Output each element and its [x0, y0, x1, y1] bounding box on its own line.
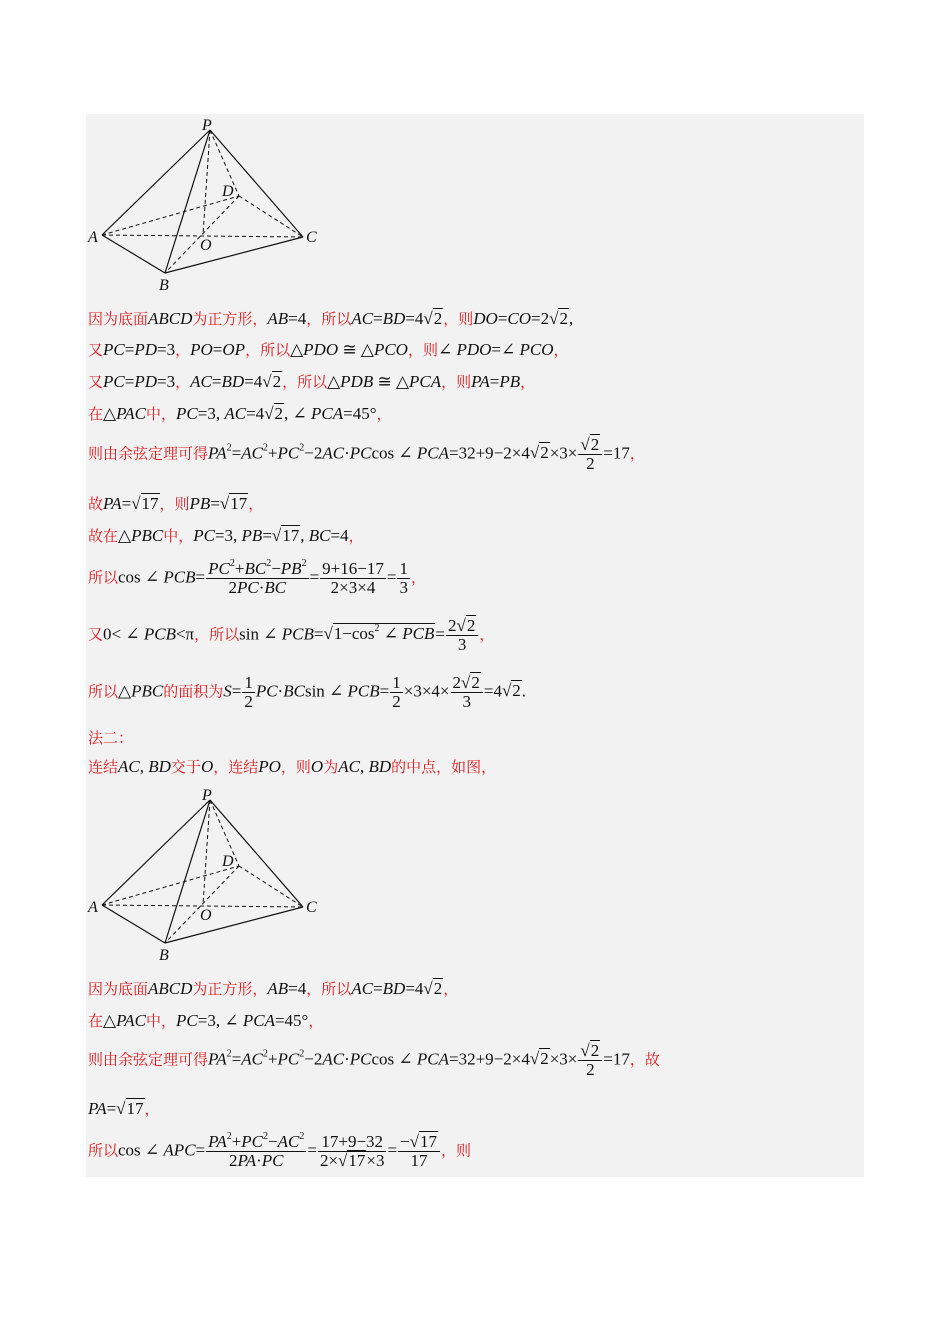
label-o: O — [200, 907, 212, 924]
line-8: 所以cos ∠ PCB= $\frac{PC^2+BC^2-PB^2}{2PC\cdot BC}$ = $\frac{9+16-17}{2\times 3\times 4}$ = $\frac{1}{3}$ ， — [88, 558, 426, 597]
m2-line-4: 则由余弦定理可得$PA^2=AC^2+PC^2-2AC\cdot PCcos$ ∠ PCA=32+9−2×4√2×3× $\frac{√2}{2}$ =17，故 — [88, 1041, 660, 1079]
label-o: O — [200, 237, 212, 254]
line-5: 则由余弦定理可得$PA^2=AC^2+PC^2-2AC\cdot PCcos$ ∠ PCA=32+9−2×4√2×3× $\frac{√2}{2}$ =17， — [88, 435, 645, 473]
m2-line-2: 因为底面ABCD为正方形，AB=4，所以AC=BD=4√2， — [88, 979, 459, 998]
label-b: B — [159, 947, 169, 964]
method-2-title: 法二： — [88, 729, 134, 747]
line-10: 所以△PBC的面积为S= $\frac{1}{2}$ PC·BCsin ∠ PCB= $\frac{1}{2}$ ×3×4× $\frac{2√2}{3}$ =4√2. — [88, 673, 527, 711]
m2-line-5: PA=√17， — [88, 1099, 160, 1118]
label-c: C — [306, 899, 317, 916]
m2-line-6: 所以cos ∠ APC= $\frac{PA^2+PC^2-AC^2}{2PA\cdot PC}$ = $\frac{17+9-32}{2\times√17\times 3}$ = $\frac{-√17}{17}$ ，则 — [88, 1131, 472, 1170]
label-p: P — [202, 787, 212, 804]
label-c: C — [306, 229, 317, 246]
label-b: B — [159, 277, 169, 294]
line-7: 故在△PBC中，PC=3, PB=√17, BC=4， — [88, 526, 364, 545]
label-a: A — [88, 229, 98, 246]
m2-line-1: 连结AC, BD交于O，连结PO，则O为AC, BD的中点，如图， — [88, 757, 497, 776]
line-1: 因为底面ABCD为正方形，AB=4，所以AC=BD=4√2，则DO=CO=2√2, — [88, 309, 574, 328]
pyramid-figure-1 — [86, 114, 326, 294]
label-d: D — [222, 183, 234, 200]
line-9: 又0< ∠ PCB<π，所以sin ∠ $PCB=√1-\cos^2$ ∠ PCB= $\frac{2√2}{3}$ ， — [88, 616, 495, 654]
m2-line-3: 在△PAC中，PC=3, ∠ PCA=45°， — [88, 1011, 324, 1030]
label-d: D — [222, 853, 234, 870]
line-4: 在△PAC中，PC=3, AC=4√2, ∠ PCA=45°， — [88, 404, 392, 423]
line-3: 又PC=PD=3，AC=BD=4√2，所以△PDB ≅ △PCA，则PA=PB， — [88, 372, 536, 391]
line-2: 又PC=PD=3，PO=OP，所以△PDO ≅ △PCO，则∠ PDO=∠ PCO， — [88, 340, 569, 359]
label-a: A — [88, 899, 98, 916]
line-6: 故PA=√17，则PB=√17， — [88, 494, 264, 513]
pyramid-figure-2 — [86, 784, 326, 964]
label-p: P — [202, 117, 212, 134]
